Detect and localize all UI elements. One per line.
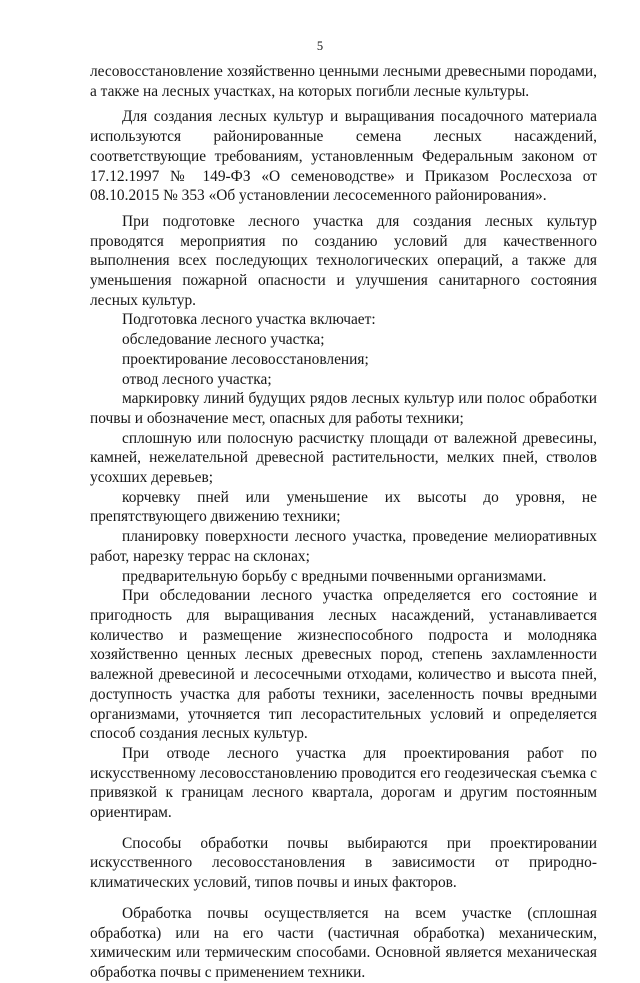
list-item: планировку поверхности лесного участка, проведение мелиоративных работ, нарезку террас на склонах; bbox=[90, 528, 597, 565]
list-item: предварительную борьбу с вредными почвенными организмами. bbox=[122, 567, 547, 585]
paragraph: Для создания лесных культур и выращивания посадочного материала используются районированные семена лесных насаждений, соответствующие требованиям, установленным Федеральным законом от 17.12.1997 № 149-ФЗ «О семеноводстве» и Приказом Рослесхоза от 08.10.2015 № 353 «Об установлении лесосеменного районирования». bbox=[90, 108, 597, 205]
paragraph: При отводе лесного участка для проектирования работ по искусственному лесовосстановлению проводится его геодезическая съемка с привязкой к границам лесного квартала, дорогам и другим постоянным ориентирам. bbox=[90, 744, 597, 822]
list-item: сплошную или полосную расчистку площади от валежной древесины, камней, нежелательной древесной растительности, мелких пней, стволов усохших деревьев; bbox=[90, 429, 597, 487]
paragraph: лесовосстановление хозяйственно ценными лесными древесными породами, а также на лесных участках, на которых погибли лесные культуры. bbox=[90, 63, 597, 100]
paragraph: При обследовании лесного участка определяется его состояние и пригодность для выращивания лесных насаждений, устанавливается количество и размещение жизнеспособного подроста и молодняка хозяйственно ценных лесных древесных пород, степень захламленности валежной древесиной и лесосечными отходами, количество и высота пней, доступность участка для работы техники, заселенность почвы вредными организмами, уточняется тип лесорастительных условий и определяется способ создания лесных культур. bbox=[90, 587, 597, 743]
paragraph: Обработка почвы осуществляется на всем участке (сплошная обработка) или на его части (частичная обработка) механическим, химическим или термическим способами. Основной является механическая обработка почвы с применением техники. bbox=[90, 904, 597, 981]
paragraph: При подготовке лесного участка для создания лесных культур проводятся мероприятия по созданию условий для качественного выполнения всех последующих технологических операций, а также для уменьшения пожарной опасности и улучшения санитарного состояния лесных культур. bbox=[90, 212, 597, 309]
paragraph: Способы обработки почвы выбираются при проектировании искусственного лесовосстановления в зависимости от природно-климатических условий, типов почвы и иных факторов. bbox=[90, 834, 597, 892]
document-body bbox=[90, 62, 597, 983]
page-number: 5 bbox=[316, 39, 324, 53]
list-item: отвод лесного участка; bbox=[122, 370, 272, 388]
paragraph: Подготовка лесного участка включает: bbox=[122, 311, 376, 329]
list-item: корчевку пней или уменьшение их высоты до уровня, не препятствующего движению техники; bbox=[90, 488, 597, 526]
list-item: маркировку линий будущих рядов лесных культур или полос обработки почвы и обозначение мест, опасных для работы техники; bbox=[90, 390, 597, 427]
list-item: обследование лесного участка; bbox=[122, 331, 325, 349]
list-item: проектирование лесовосстановления; bbox=[122, 350, 369, 368]
